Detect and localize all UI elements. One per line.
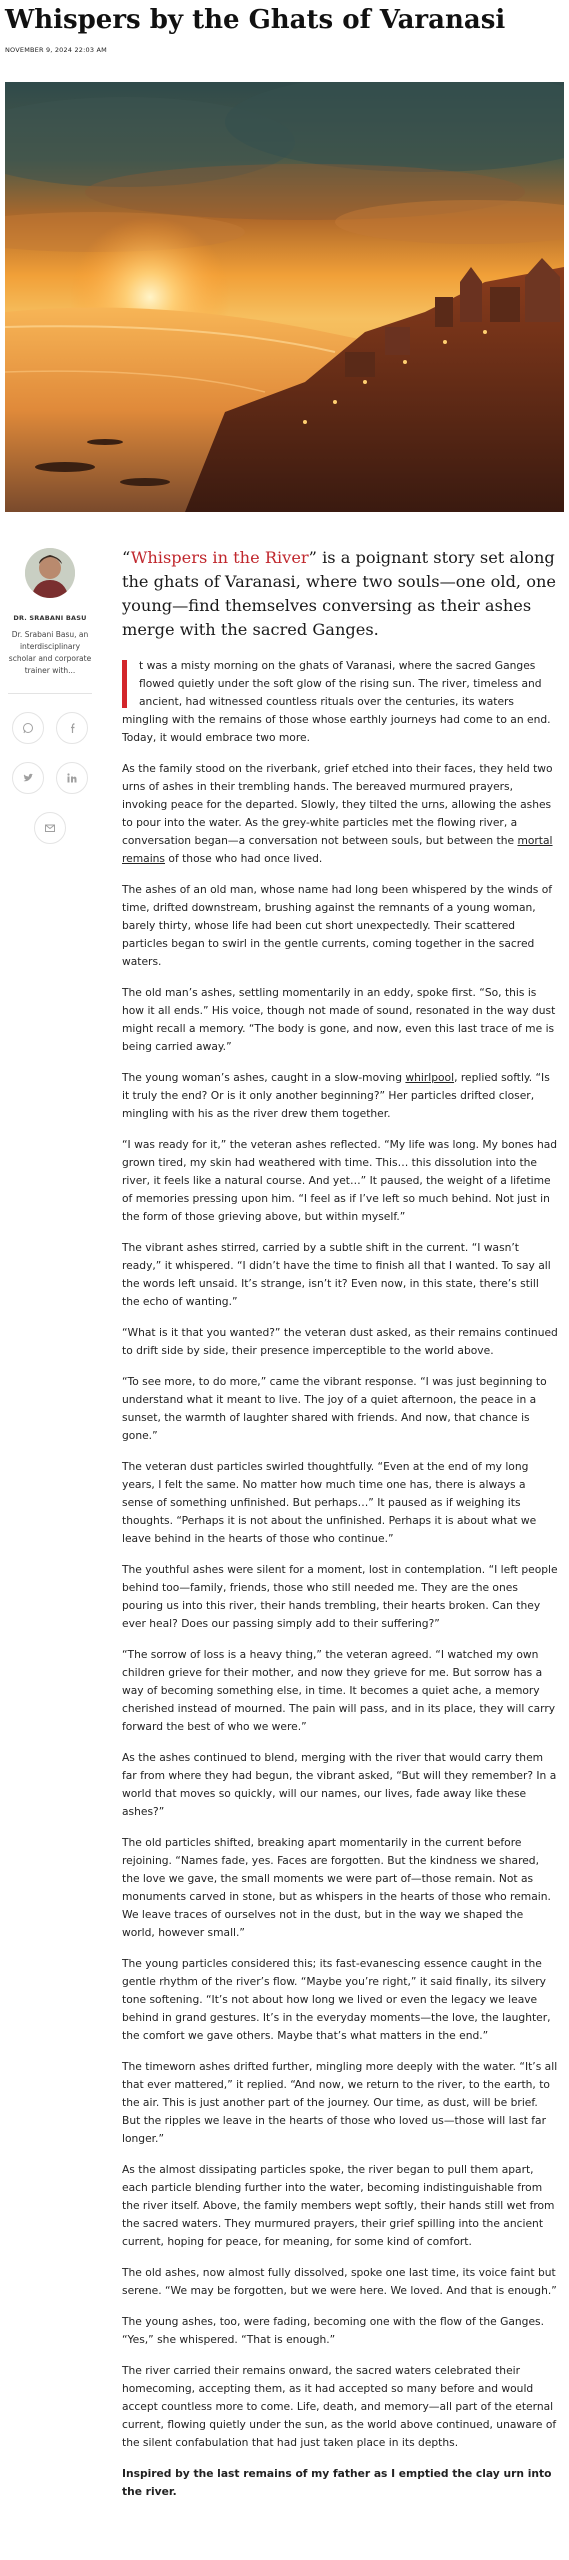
- article-lead: [122, 546, 559, 642]
- paragraph-text: t was a misty morning on the ghats of Varanasi, where the sacred Ganges flowed quietly under the soft glow of the rising sun. The river, timeless and ancient, had witnessed countless rituals over the centuries, its waters mingling with the remains of those whose earthly journeys had come to an end. Today, it would embrace two more.: [122, 659, 551, 744]
- whirlpool-link[interactable]: whirlpool: [405, 1071, 455, 1084]
- lead-text: ” is a poignant story set along the ghats of Varanasi, where two souls—one old, one young—find themselves conversing as their ashes merge with the sacred Ganges.: [122, 548, 556, 639]
- paragraph: “What is it that you wanted?” the veteran dust asked, as their remains continued to drift side by side, their presence imperceptible to the world above.: [122, 1326, 558, 1357]
- paragraph: The timeworn ashes drifted further, mingling more deeply with the water. “It’s all that ever mattered,” it replied. “And now, we return to the river, to the earth, to the air. This is just another part of the journey. Our time, as dust, will be brief. But the ripples we leave in the hearts of those who loved us—those will last far longer.”: [122, 2060, 558, 2145]
- article-body: [122, 546, 559, 2514]
- share-row: [0, 712, 100, 744]
- paragraph: “I was ready for it,” the veteran ashes reflected. “My life was long. My bones had grown tired, my skin had weathered with time. This… this dissolution into the river, it feels like a natural course. And yet…” It paused, the weight of a lifetime of memories pressing upon him. “I feel as if I’ve left so much behind. Not just in the form of those grieving above, but within myself.”: [122, 1138, 558, 1223]
- paragraph-text: of those who had once lived.: [165, 852, 323, 865]
- article-title: Whispers by the Ghats of Varanasi: [5, 5, 506, 35]
- lead-open-quote: “: [122, 548, 131, 567]
- whatsapp-icon[interactable]: [12, 712, 44, 744]
- dropcap-bar: [122, 660, 127, 708]
- paragraph: The young particles considered this; its fast-evanescing essence caught in the gentle rhythm of the river’s flow. “Maybe you’re right,” it said finally, its silvery tone softening. “It’s not about how long we lived or even the legacy we leave behind in grand gestures. It’s in the everyday moments—the love, the laughter, the comfort we gave others. Maybe that’s what matters in the end.”: [122, 1957, 551, 2042]
- paragraph: The vibrant ashes stirred, carried by a subtle shift in the current. “I wasn’t ready,” it whispered. “I didn’t have the time to finish all that I wanted. To say all the words left unsaid. It’s strange, isn’t it? Even now, in this state, there’s still the echo of wanting.”: [122, 1241, 551, 1308]
- paragraph: The river carried their remains onward, the sacred waters celebrated their homecoming, accepting them, as it had accepted so many before and would accept countless more to come. Life, death, and memory—all part of the eternal current, flowing quietly under the sun, as the world above continued, unaware of the silent confabulation that had just taken place in its depths.: [122, 2364, 557, 2449]
- paragraph: As the almost dissipating particles spoke, the river began to pull them apart, each particle blending further into the water, becoming indistinguishable from the river itself. Above, the family members wept softly, their hands still wet from the sacred waters. They murmured prayers, their grief spilling into the ancient current, hoping for peace, for meaning, for some kind of comfort.: [122, 2163, 555, 2248]
- paragraph: The ashes of an old man, whose name had long been whispered by the winds of time, drifted downstream, brushing against the remnants of a young woman, barely thirty, whose life had been cut short unexpectedly. Their scattered particles began to swirl in the gentle currents, coming together in the sacred waters.: [122, 883, 553, 968]
- paragraph-text: As the family stood on the riverbank, grief etched into their faces, they held two urns of ashes in their trembling hands. The bereaved murmured prayers, invoking peace for the departed. Slowly, they tilted the urns, allowing the ashes to pour into the water. As the grey-white particles met the flowing river, a conversation began—a conversation not between souls, but between the: [122, 762, 553, 847]
- closing-note: Inspired by the last remains of my father as I emptied the clay urn into the river.: [122, 2467, 552, 2498]
- lead-highlight: Whispers in the River: [130, 548, 309, 567]
- paragraph: The old man’s ashes, settling momentarily in an eddy, spoke first. “So, this is how it all ends.” His voice, though not made of sound, resonated in the way dust might recall a memory. “The body is gone, and now, even this last trace of me is being carried away.”: [122, 986, 556, 1053]
- paragraph-text: , replied softly. “Is it truly the end? Or is it only another beginning?” Her particles drifted closer, mingling with his as the river drew them together.: [122, 1071, 550, 1120]
- paragraph: The young ashes, too, were fading, becoming one with the flow of the Ganges. “Yes,” she whispered. “That is enough.”: [122, 2315, 544, 2346]
- paragraph: [122, 760, 559, 868]
- mortal-remains-link[interactable]: mortal remains: [122, 834, 553, 865]
- twitter-icon[interactable]: [12, 762, 44, 794]
- share-row: [0, 762, 100, 794]
- author-bio: Dr. Srabani Basu, an interdisciplinary scholar and corporate trainer with...: [8, 630, 92, 675]
- paragraph-text: The young woman’s ashes, caught in a slow-moving: [122, 1071, 406, 1084]
- paragraph: “To see more, to do more,” came the vibrant response. “I was just beginning to understand what it meant to live. The joy of a quiet afternoon, the peace in a sunset, the warmth of laughter shared with friends. And now, that chance is gone.”: [122, 1375, 547, 1442]
- paragraph: “The sorrow of loss is a heavy thing,” the veteran agreed. “I watched my own children grieve for their mother, and now they grieve for me. But sorrow has a way of becoming something else, in time. It becomes a quiet ache, a memory cherished instead of mourned. The pain will pass, and in its place, they will carry forward the best of who we were.”: [122, 1648, 556, 1733]
- author-sidebar: [0, 548, 100, 844]
- paragraph: The old ashes, now almost fully dissolved, spoke one last time, its voice faint but serene. “We may be forgotten, but we were here. We loved. And that is enough.”: [122, 2266, 557, 2297]
- paragraph: As the ashes continued to blend, merging with the river that would carry them far from where they had begun, the vibrant asked, “But will they remember? In a world that moves so quickly, will our names, our lives, fade away like these ashes?”: [122, 1751, 557, 1818]
- paragraph: The old particles shifted, breaking apart momentarily in the current before rejoining. “Names fade, yes. Faces are forgotten. But the kindness we shared, the love we gave, the small moments we were part of—those remain. Not as monuments carved in stone, but as whispers in the hearts of those who remain. We leave traces of ourselves not in the dust, but in the way we shaped the world, however small.”: [122, 1836, 551, 1939]
- author-name[interactable]: DR. SRABANI BASU: [13, 614, 87, 622]
- linkedin-icon[interactable]: [56, 762, 88, 794]
- sidebar-divider: [8, 693, 92, 694]
- paragraph: The youthful ashes were silent for a moment, lost in contemplation. “I left people behind too—family, friends, those who still needed me. They are the ones pouring us into this river, their hands trembling, their hearts broken. Can they ever heal? Does our passing simply add to their suffering?”: [122, 1563, 558, 1630]
- paragraph: [122, 657, 559, 747]
- author-avatar[interactable]: [25, 548, 75, 598]
- hero-image: [5, 82, 564, 512]
- share-row: [0, 812, 100, 844]
- article-date: NOVEMBER 9, 2024 22:03 AM: [5, 46, 107, 54]
- facebook-icon[interactable]: [56, 712, 88, 744]
- paragraph: The veteran dust particles swirled thoughtfully. “Even at the end of my long years, I felt the same. No matter how much time one has, there is always a sense of something unfinished. But perhaps…” It paused as if weighing its thoughts. “Perhaps it is not about the unfinished. Perhaps it is about what we leave behind in the hearts of those who continue.”: [122, 1460, 537, 1545]
- email-icon[interactable]: [34, 812, 66, 844]
- paragraph: [122, 1069, 559, 1123]
